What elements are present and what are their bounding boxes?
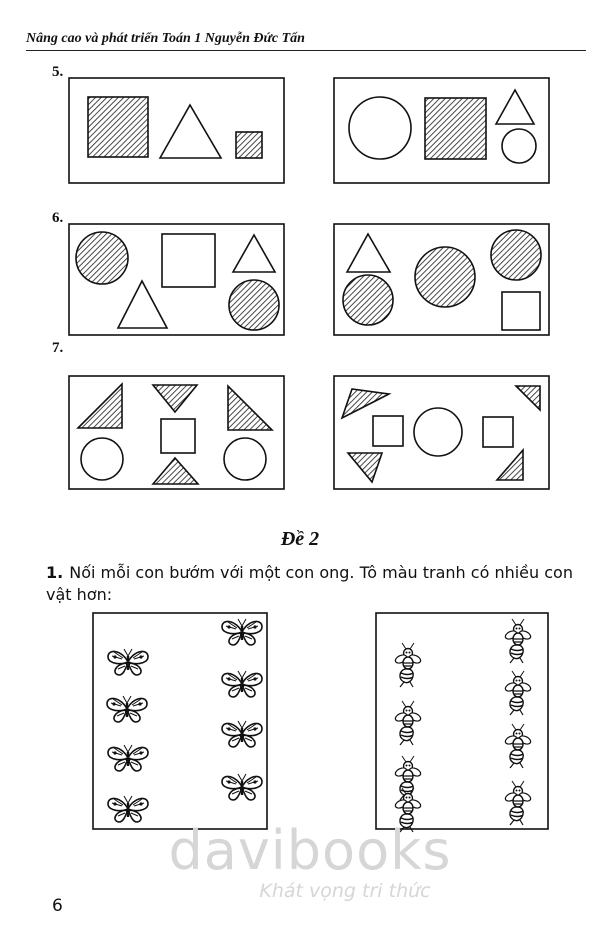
butterfly-icon bbox=[222, 721, 262, 747]
hatched-triangle bbox=[497, 450, 523, 480]
triangle bbox=[160, 105, 221, 158]
butterfly-icon bbox=[222, 671, 262, 697]
hatched-circle bbox=[343, 275, 393, 325]
square bbox=[373, 416, 403, 446]
question-6-number: 6. bbox=[52, 210, 64, 226]
square bbox=[162, 234, 215, 287]
page-number: 6 bbox=[52, 896, 63, 916]
butterfly-icon bbox=[222, 774, 262, 800]
circle bbox=[81, 438, 123, 480]
butterfly-icon bbox=[108, 745, 148, 771]
hatched-square bbox=[425, 98, 486, 159]
butterfly-icon bbox=[222, 619, 262, 645]
triangle bbox=[233, 235, 275, 272]
bee-icon bbox=[394, 643, 422, 687]
bee-picture bbox=[376, 613, 548, 832]
square bbox=[161, 419, 195, 453]
q6-right-panel bbox=[334, 224, 549, 335]
hatched-triangle bbox=[153, 385, 197, 412]
butterfly-icon bbox=[107, 696, 147, 722]
bee-icon bbox=[504, 724, 532, 768]
q7-left-panel bbox=[69, 376, 284, 489]
watermark bbox=[150, 819, 470, 902]
question-5-number: 5. bbox=[52, 64, 64, 80]
hatched-triangle bbox=[342, 389, 389, 418]
bee-icon bbox=[504, 671, 532, 715]
butterfly-icon bbox=[108, 796, 148, 822]
circle bbox=[349, 97, 411, 159]
small-circle bbox=[502, 129, 536, 163]
square bbox=[483, 417, 513, 447]
q7-right-panel bbox=[334, 376, 549, 489]
hatched-triangle bbox=[516, 386, 540, 410]
bee-icon bbox=[504, 619, 532, 663]
watermark-slogan: Khát vọng tri thức bbox=[259, 880, 431, 902]
hatched-triangle bbox=[228, 386, 272, 430]
hatched-triangle bbox=[348, 453, 382, 482]
hatched-square bbox=[88, 97, 148, 157]
butterfly-picture bbox=[93, 613, 267, 829]
hatched-circle bbox=[76, 232, 128, 284]
circle bbox=[224, 438, 266, 480]
task-1-text: Nối mỗi con bướm với một con ong. Tô màu tranh có nhiều con vật hơn: bbox=[46, 563, 573, 604]
running-header: Nâng cao và phát triển Toán 1 Nguyễn Đức Tấn bbox=[26, 30, 586, 51]
large-hatched-circle bbox=[415, 247, 475, 307]
square bbox=[502, 292, 540, 330]
triangle bbox=[347, 234, 390, 272]
q5-right-panel bbox=[334, 78, 549, 183]
triangle bbox=[496, 90, 534, 124]
butterfly-icon bbox=[108, 649, 148, 675]
section-title: Đề 2 bbox=[280, 528, 320, 550]
bee-icon bbox=[394, 701, 422, 745]
hatched-triangle bbox=[153, 458, 198, 484]
task-1-number: 1. bbox=[46, 563, 64, 582]
question-7-number: 7. bbox=[52, 340, 64, 356]
q6-left-panel bbox=[69, 224, 284, 335]
hatched-circle bbox=[491, 230, 541, 280]
hatched-circle bbox=[229, 280, 279, 330]
hatched-triangle bbox=[78, 384, 122, 428]
bee-icon bbox=[504, 781, 532, 825]
q5-left-panel bbox=[69, 78, 284, 183]
watermark-brand: davibooks bbox=[168, 819, 452, 882]
task-1 bbox=[46, 562, 586, 606]
circle bbox=[414, 408, 462, 456]
triangle bbox=[118, 281, 167, 328]
small-hatched-square bbox=[236, 132, 262, 158]
